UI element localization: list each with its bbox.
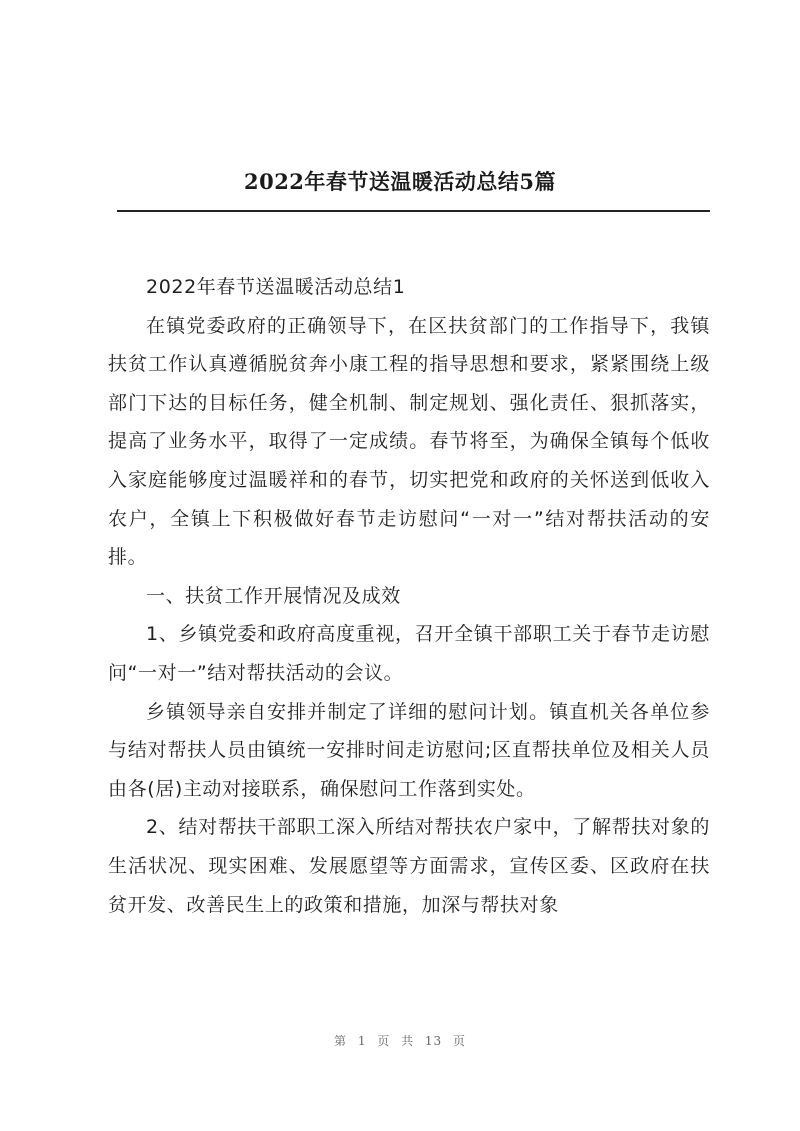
document-body: [108, 268, 710, 924]
paragraph: 2、结对帮扶干部职工深入所结对帮扶农户家中，了解帮扶对象的生活状况、现实困难、发展愿望等方面需求，宣传区委、区政府在扶贫开发、改善民生上的政策和措施，加深与帮扶对象: [108, 816, 710, 916]
paragraph: 乡镇领导亲自安排并制定了详细的慰问计划。镇直机关各单位参与结对帮扶人员由镇统一安排时间走访慰问;区直帮扶单位及相关人员由各(居)主动对接联系，确保慰问工作落到实处。: [108, 700, 710, 800]
page-footer: 第 1 页 共 13 页: [334, 1034, 466, 1048]
subsection-heading: 一、扶贫工作开展情况及成效: [146, 584, 401, 607]
title-underline: [117, 210, 710, 212]
document-title: 2022年春节送温暖活动总结5篇: [243, 169, 557, 194]
paragraph: 在镇党委政府的正确领导下，在区扶贫部门的工作指导下，我镇扶贫工作认真遵循脱贫奔小康工程的指导思想和要求，紧紧围绕上级部门下达的目标任务，健全机制、制定规划、强化责任、狠抓落实，提高了业务水平，取得了一定成绩。春节将至，为确保全镇每个低收入家庭能够度过温暖祥和的春节，切实把党和政府的关怀送到低收入农户，全镇上下积极做好春节走访慰问“一对一”结对帮扶活动的安排。: [108, 314, 710, 569]
section-heading: 2022年春节送温暖活动总结1: [146, 276, 406, 298]
paragraph: 1、乡镇党委和政府高度重视，召开全镇干部职工关于春节走访慰问“一对一”结对帮扶活动的会议。: [108, 623, 710, 684]
